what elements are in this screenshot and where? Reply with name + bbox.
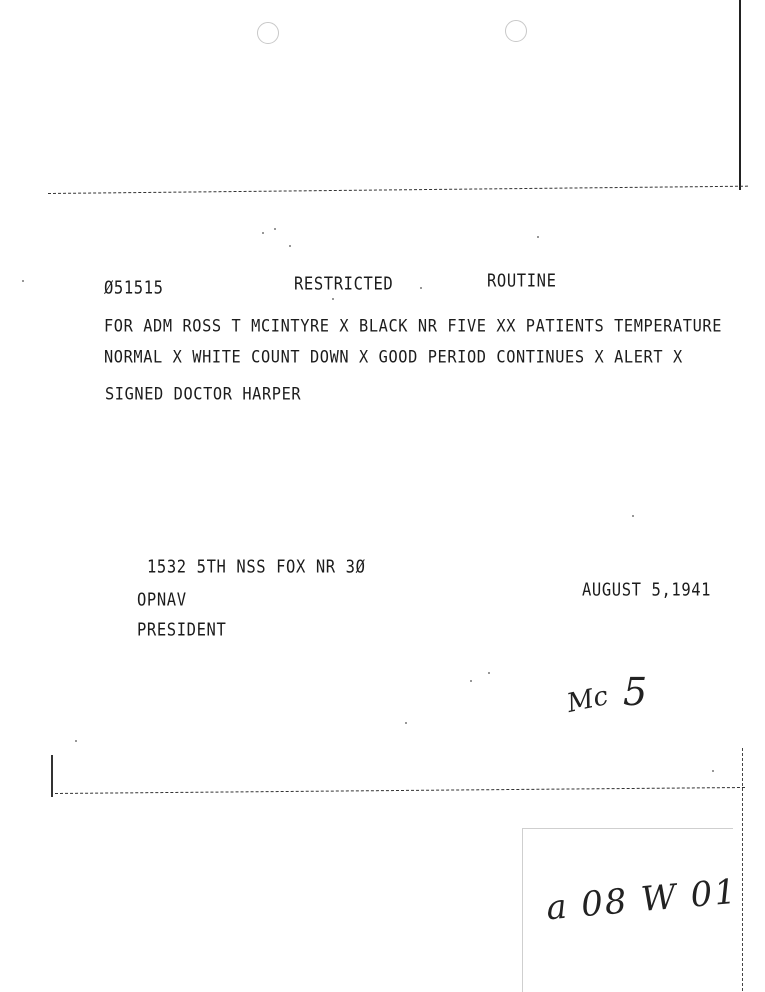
speck	[289, 245, 291, 247]
message-number: Ø51515	[104, 278, 164, 299]
speck	[22, 280, 24, 282]
body-line-2: NORMAL X WHITE COUNT DOWN X GOOD PERIOD CONTINUES X ALERT X	[104, 347, 683, 368]
speck	[712, 770, 714, 772]
speck	[405, 722, 407, 724]
classification-label: RESTRICTED	[294, 274, 394, 295]
precedence-label: ROUTINE	[487, 271, 557, 292]
speck	[332, 298, 334, 300]
speck	[420, 287, 422, 289]
bottom-left-margin-line	[51, 755, 53, 797]
punch-hole-right	[505, 20, 527, 42]
body-line-1: FOR ADM ROSS T MCINTYRE X BLACK NR FIVE XX PATIENTS TEMPERATURE	[104, 316, 722, 337]
top-right-margin-line	[739, 0, 741, 190]
handwritten-number: 5	[623, 670, 648, 714]
speck	[470, 680, 472, 682]
speck	[262, 232, 264, 234]
speck	[488, 672, 490, 674]
top-dashed-border	[48, 186, 748, 194]
recipient: PRESIDENT	[137, 620, 227, 641]
speck	[75, 740, 77, 742]
body-line-3: SIGNED DOCTOR HARPER	[105, 384, 302, 405]
speck	[537, 236, 539, 238]
routing-line: 1532 5TH NSS FOX NR 3Ø	[147, 557, 366, 578]
bottom-dashed-border	[55, 787, 745, 794]
handwritten-file-code: a 08 W 01	[544, 871, 740, 929]
speck	[274, 228, 276, 230]
message-date: AUGUST 5,1941	[582, 580, 712, 601]
handwritten-initials: Mc	[564, 681, 611, 719]
bottom-right-margin-line	[742, 748, 743, 991]
speck	[632, 515, 634, 517]
sender: OPNAV	[137, 590, 187, 611]
punch-hole-left	[257, 22, 279, 44]
